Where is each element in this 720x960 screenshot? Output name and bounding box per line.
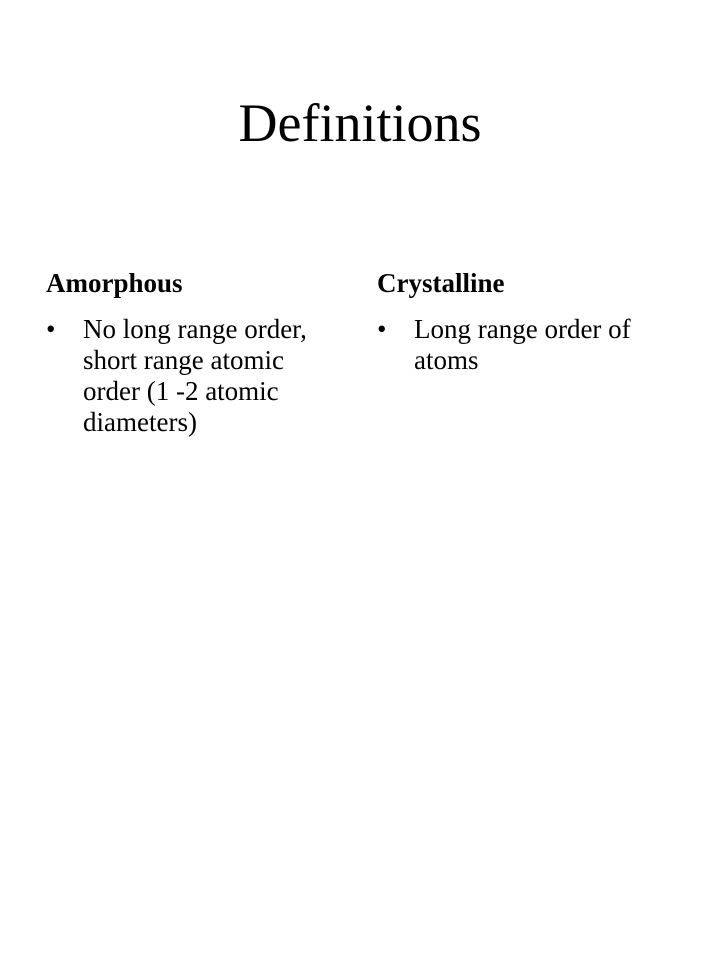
- crystalline-bullet-item: [377, 314, 687, 376]
- crystalline-heading: Crystalline: [377, 268, 505, 298]
- crystalline-bullet-text: Long range order of atoms: [414, 314, 631, 375]
- bullet-icon: •: [46, 314, 56, 344]
- amorphous-heading: Amorphous: [46, 268, 183, 298]
- crystalline-bullet-list: [377, 314, 687, 376]
- slide-title: Definitions: [238, 93, 482, 153]
- amorphous-bullet-list: [46, 314, 326, 438]
- amorphous-bullet-text: No long range order, short range atomic order (1 -2 atomic diameters): [83, 314, 307, 437]
- bullet-icon: •: [377, 314, 387, 344]
- amorphous-bullet-item: [46, 314, 326, 438]
- amorphous-column: [46, 266, 326, 438]
- crystalline-column: [377, 266, 687, 376]
